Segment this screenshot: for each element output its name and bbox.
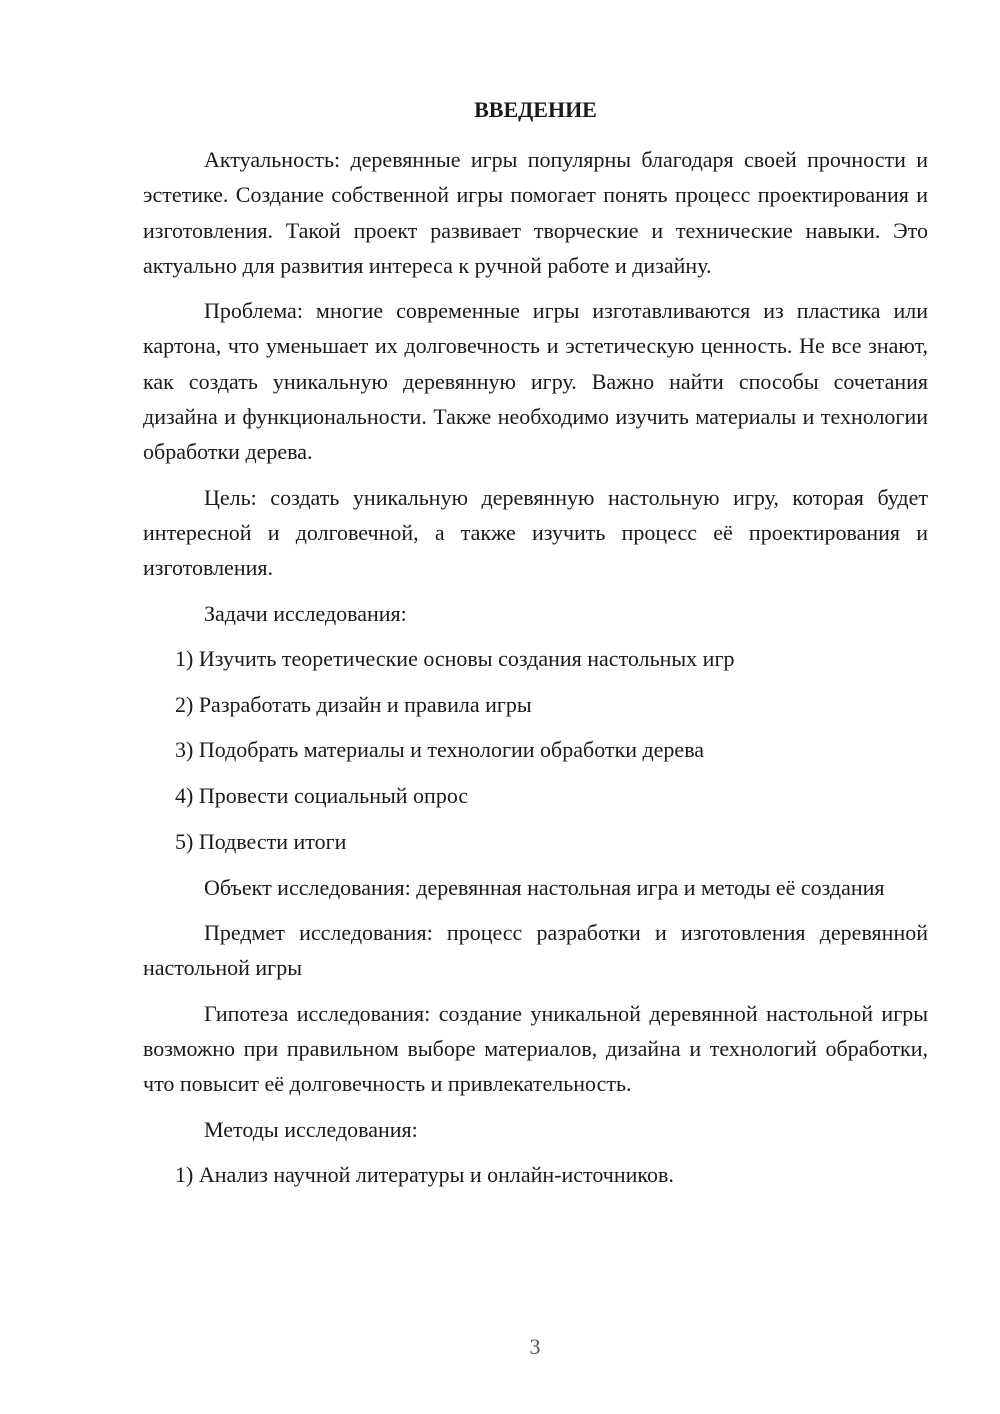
tasks-list (143, 641, 928, 859)
task-item: 5) Подвести итоги (175, 829, 347, 855)
methods-list (143, 1157, 928, 1192)
method-item: 1) Анализ научной литературы и онлайн-источников. (175, 1161, 674, 1187)
subject-paragraph: Предмет исследования: процесс разработки и изготовления деревянной настольной игры (143, 920, 928, 981)
goal-paragraph: Цель: создать уникальную деревянную настольную игру, которая будет интересной и долговечной, а также изучить процесс её проектирования и изготовления. (143, 484, 928, 581)
problem-paragraph: Проблема: многие современные игры изготавливаются из пластика или картона, что уменьшает их долговечность и эстетическую ценность. Не все знают, как создать уникальную деревянную игру. Важно найти способы сочетания дизайна и функциональности. Также необходимо изучить материалы и технологии обработки дерева. (143, 298, 928, 465)
object-paragraph: Объект исследования: деревянная настольная игра и методы её создания (204, 874, 885, 900)
task-item: 4) Провести социальный опрос (175, 783, 469, 809)
page-number: 3 (529, 1334, 541, 1359)
tasks-label: Задачи исследования: (204, 600, 407, 626)
hypothesis-paragraph: Гипотеза исследования: создание уникальной деревянной настольной игры возможно при правильном выборе материалов, дизайна и технологий обработки, что повысит её долговечность и привлекательность. (143, 1000, 928, 1097)
task-item: 3) Подобрать материалы и технологии обработки дерева (175, 737, 705, 763)
task-item: 1) Изучить теоретические основы создания настольных игр (175, 645, 735, 671)
methods-label: Методы исследования: (204, 1116, 418, 1142)
document-body (143, 88, 928, 1203)
task-item: 2) Разработать дизайн и правила игры (175, 691, 532, 717)
relevance-paragraph: Актуальность: деревянные игры популярны благодаря своей прочности и эстетике. Создание собственной игры помогает понять процесс проектирования и изготовления. Такой проект развивает творческие и технические навыки. Это актуально для развития интереса к ручной работе и дизайну. (143, 147, 928, 278)
section-title: ВВЕДЕНИЕ (474, 97, 597, 122)
